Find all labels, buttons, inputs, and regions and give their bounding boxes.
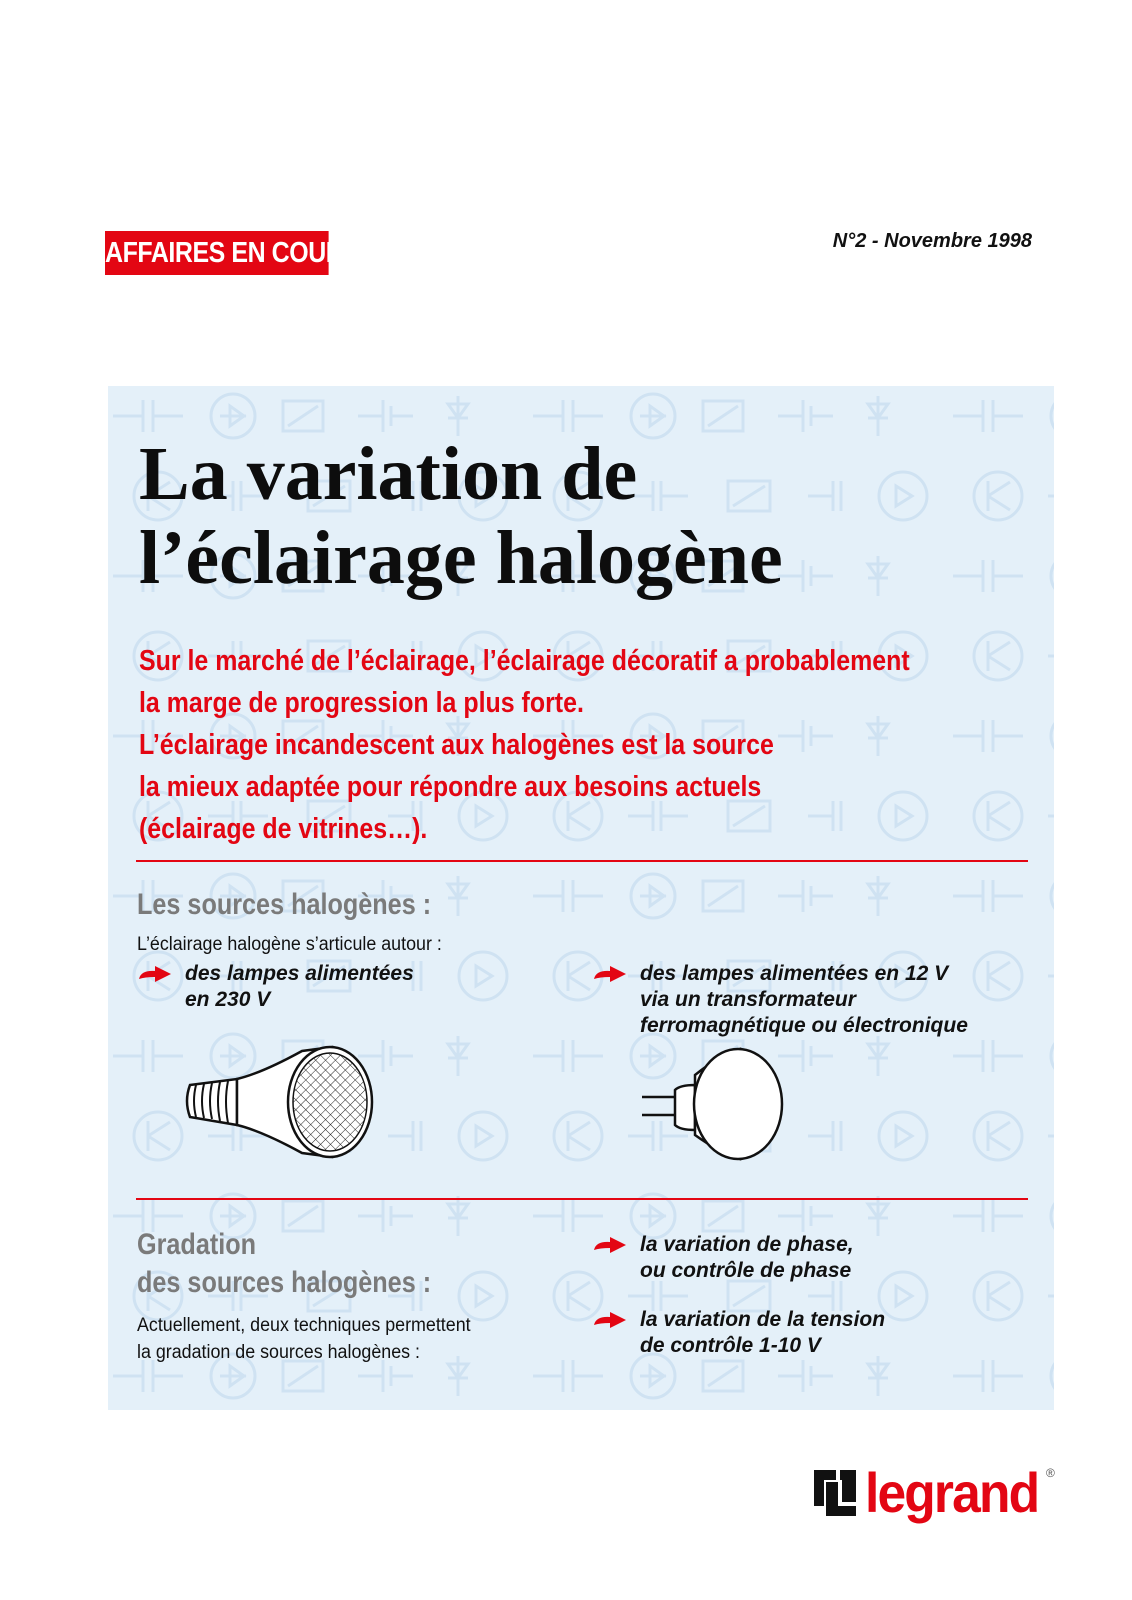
bullet-phase (640, 1232, 854, 1284)
lead-line: la mieux adaptée pour répondre aux besoins actuels (139, 771, 762, 803)
legrand-logo-mark-icon (812, 1468, 858, 1518)
bullet-line: en 230 V (185, 988, 271, 1011)
divider (136, 860, 1028, 862)
bullet-line: de contrôle 1-10 V (640, 1334, 821, 1357)
right-arrow-icon (137, 965, 173, 985)
lead-line: Sur le marché de l’éclairage, l’éclairage décoratif a probablement (139, 645, 910, 677)
legrand-logo-wordmark: legrand (865, 1461, 1039, 1524)
right-arrow-icon (592, 1311, 628, 1331)
title-line-1: La variation de (139, 432, 638, 516)
title-line-2: l’éclairage halogène (139, 516, 783, 600)
section-heading-gradation-1: Gradation (137, 1228, 257, 1261)
issue-date: N°2 - Novembre 1998 (832, 230, 1032, 252)
bullet-line: ferromagnétique ou électronique (640, 1014, 968, 1037)
section-heading-gradation-2: des sources halogènes : (137, 1266, 432, 1299)
lead-paragraph (139, 640, 999, 850)
bullet-line: des lampes alimentées (185, 962, 414, 985)
bullet-line: ou contrôle de phase (640, 1259, 852, 1282)
bullet-line: la variation de phase, (640, 1233, 854, 1256)
right-arrow-icon (592, 1236, 628, 1256)
section-heading-sources: Les sources halogènes : (137, 888, 432, 921)
lead-line: L’éclairage incandescent aux halogènes est la source (139, 729, 774, 761)
right-arrow-icon (592, 965, 628, 985)
bullet-1-10v (640, 1307, 885, 1359)
bullet-line: des lampes alimentées en 12 V (640, 962, 949, 985)
page-title (139, 432, 1039, 600)
gradation-intro-line-1: Actuellement, deux techniques permettent (137, 1315, 471, 1336)
divider (136, 1198, 1028, 1200)
bullet-line: la variation de la tension (640, 1308, 886, 1331)
registered-mark: ® (1046, 1466, 1055, 1480)
bullet-line: via un transformateur (640, 988, 856, 1011)
halogen-lamp-230v-icon (182, 1045, 382, 1160)
lead-line: la marge de progression la plus forte. (139, 687, 584, 719)
section-tag: AFFAIRES EN COURS (105, 231, 329, 275)
halogen-lamp-12v-icon (640, 1045, 790, 1163)
bullet-12v (640, 961, 968, 1039)
gradation-intro-line-2: la gradation de sources halogènes : (137, 1342, 420, 1363)
bullet-230v (185, 961, 414, 1013)
sources-intro: L’éclairage halogène s’articule autour : (137, 934, 442, 955)
lead-line: (éclairage de vitrines…). (139, 813, 428, 845)
